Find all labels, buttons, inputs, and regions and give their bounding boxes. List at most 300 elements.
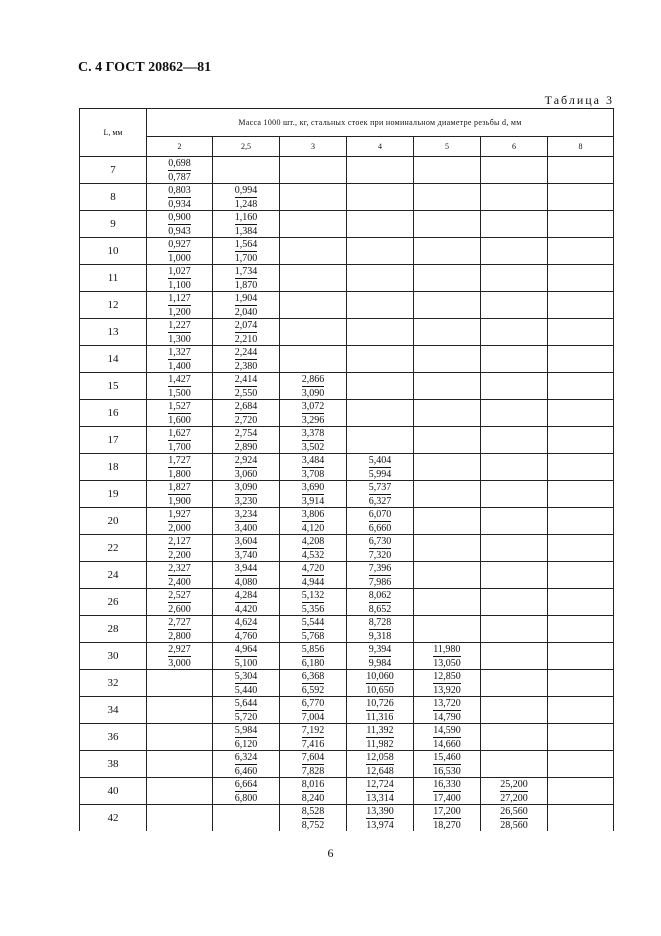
mass-cell — [414, 670, 481, 697]
mass-cell — [213, 265, 280, 292]
length-cell: 40 — [80, 778, 147, 805]
mass-numerator: 2,327 — [168, 562, 191, 574]
mass-denominator: 2,000 — [168, 522, 191, 534]
mass-cell — [481, 400, 548, 427]
length-cell: 19 — [80, 481, 147, 508]
mass-numerator: 17,200 — [433, 805, 461, 817]
table-row — [80, 643, 614, 670]
length-cell: 38 — [80, 751, 147, 778]
mass-numerator: 2,127 — [168, 535, 191, 547]
mass-cell — [481, 427, 548, 454]
mass-cell — [147, 346, 213, 373]
mass-fraction — [302, 617, 325, 642]
mass-cell — [147, 670, 213, 697]
mass-cell — [548, 508, 614, 535]
mass-cell — [280, 751, 347, 778]
mass-cell — [147, 697, 213, 724]
table-row — [80, 562, 614, 589]
mass-cell — [414, 778, 481, 805]
mass-cell — [414, 427, 481, 454]
mass-denominator: 0,934 — [168, 198, 191, 210]
diameter-header: 8 — [548, 137, 614, 157]
mass-cell — [147, 778, 213, 805]
mass-numerator: 8,528 — [301, 805, 325, 817]
mass-fraction — [302, 590, 325, 615]
mass-denominator: 5,356 — [301, 603, 325, 615]
mass-denominator: 6,800 — [234, 792, 258, 804]
mass-numerator: 1,427 — [168, 373, 191, 385]
mass-cell — [481, 643, 548, 670]
mass-cell — [213, 211, 280, 238]
mass-numerator: 5,984 — [234, 724, 258, 736]
mass-cell — [414, 562, 481, 589]
mass-cell — [213, 454, 280, 481]
page-number: 6 — [327, 846, 334, 860]
mass-cell — [280, 373, 347, 400]
mass-denominator: 3,502 — [301, 441, 325, 453]
mass-denominator: 2,200 — [168, 549, 191, 561]
mass-cell — [280, 697, 347, 724]
l-column-header: L, мм — [80, 109, 147, 157]
mass-fraction — [366, 752, 394, 777]
mass-fraction — [302, 806, 325, 831]
mass-cell — [414, 292, 481, 319]
mass-denominator: 2,380 — [234, 360, 258, 372]
mass-numerator: 2,924 — [234, 454, 258, 466]
mass-cell — [213, 562, 280, 589]
mass-cell — [213, 184, 280, 211]
mass-numerator: 12,058 — [366, 751, 394, 763]
table-row — [80, 265, 614, 292]
mass-cell — [213, 616, 280, 643]
mass-numerator: 10,726 — [366, 697, 394, 709]
mass-fraction — [302, 725, 325, 750]
mass-cell — [213, 724, 280, 751]
mass-numerator: 3,090 — [234, 481, 258, 493]
length-cell: 32 — [80, 670, 147, 697]
mass-numerator: 14,590 — [433, 724, 461, 736]
mass-fraction — [366, 806, 394, 831]
mass-cell — [414, 454, 481, 481]
mass-fraction — [433, 671, 461, 696]
mass-numerator: 6,368 — [301, 670, 325, 682]
mass-cell — [414, 211, 481, 238]
mass-denominator: 1,400 — [168, 360, 191, 372]
mass-numerator: 5,404 — [368, 454, 392, 466]
mass-fraction — [168, 563, 191, 588]
length-cell: 34 — [80, 697, 147, 724]
mass-denominator: 9,984 — [368, 657, 392, 669]
mass-denominator: 10,650 — [366, 684, 394, 696]
mass-cell — [280, 589, 347, 616]
table-row — [80, 670, 614, 697]
mass-fraction — [235, 293, 258, 318]
length-cell: 14 — [80, 346, 147, 373]
mass-numerator: 8,728 — [368, 616, 392, 628]
mass-cell — [147, 319, 213, 346]
mass-fraction — [235, 752, 258, 777]
mass-cell — [481, 346, 548, 373]
mass-cell — [481, 157, 548, 184]
mass-fraction — [235, 455, 258, 480]
mass-fraction — [235, 347, 258, 372]
mass-numerator: 4,208 — [301, 535, 325, 547]
mass-fraction — [168, 212, 191, 237]
mass-fraction — [168, 320, 191, 345]
mass-numerator: 8,062 — [368, 589, 392, 601]
mass-cell — [548, 427, 614, 454]
mass-denominator: 6,120 — [234, 738, 258, 750]
mass-numerator: 13,720 — [433, 697, 461, 709]
mass-numerator: 1,827 — [168, 481, 191, 493]
mass-fraction — [235, 590, 258, 615]
mass-cell — [481, 697, 548, 724]
mass-denominator: 2,600 — [168, 603, 191, 615]
table-row — [80, 211, 614, 238]
mass-cell — [481, 805, 548, 832]
mass-fraction — [235, 212, 258, 237]
mass-cell — [147, 454, 213, 481]
mass-cell — [280, 238, 347, 265]
mass-cell — [548, 562, 614, 589]
mass-numerator: 1,927 — [168, 508, 191, 520]
mass-numerator: 1,564 — [234, 238, 258, 250]
mass-cell — [481, 211, 548, 238]
mass-cell — [548, 400, 614, 427]
mass-denominator: 8,752 — [301, 819, 325, 831]
mass-numerator: 4,720 — [301, 562, 325, 574]
mass-fraction — [433, 644, 461, 669]
mass-cell — [347, 778, 414, 805]
mass-numerator: 13,390 — [366, 805, 394, 817]
mass-denominator: 1,700 — [234, 252, 258, 264]
mass-cell — [548, 292, 614, 319]
mass-numerator: 3,484 — [301, 454, 325, 466]
mass-numerator: 1,160 — [234, 211, 258, 223]
mass-denominator: 9,318 — [368, 630, 392, 642]
mass-fraction — [168, 266, 191, 291]
mass-numerator: 7,604 — [301, 751, 325, 763]
table-row — [80, 292, 614, 319]
mass-cell — [347, 373, 414, 400]
mass-cell — [347, 697, 414, 724]
mass-fraction — [302, 644, 325, 669]
mass-cell — [548, 454, 614, 481]
mass-fraction — [366, 779, 394, 804]
mass-cell — [481, 238, 548, 265]
mass-cell — [147, 589, 213, 616]
table-row — [80, 589, 614, 616]
mass-cell — [481, 508, 548, 535]
mass-cell — [548, 211, 614, 238]
mass-cell — [481, 535, 548, 562]
mass-cell — [280, 805, 347, 832]
mass-cell — [213, 346, 280, 373]
mass-denominator: 7,416 — [301, 738, 325, 750]
mass-cell — [347, 589, 414, 616]
length-cell: 11 — [80, 265, 147, 292]
mass-cell — [414, 697, 481, 724]
mass-fraction — [235, 401, 258, 426]
mass-denominator: 1,000 — [168, 252, 191, 264]
mass-denominator: 3,090 — [301, 387, 325, 399]
mass-numerator: 7,192 — [301, 724, 325, 736]
mass-cell — [213, 481, 280, 508]
mass-cell — [213, 670, 280, 697]
mass-numerator: 1,327 — [168, 346, 191, 358]
mass-numerator: 4,624 — [234, 616, 258, 628]
length-cell: 28 — [80, 616, 147, 643]
mass-numerator: 5,132 — [301, 589, 325, 601]
mass-fraction — [168, 644, 191, 669]
mass-cell — [347, 751, 414, 778]
mass-fraction — [433, 752, 461, 777]
mass-denominator: 4,532 — [301, 549, 325, 561]
mass-cell — [414, 805, 481, 832]
mass-numerator: 6,730 — [368, 535, 392, 547]
table-row — [80, 454, 614, 481]
mass-numerator: 2,074 — [234, 319, 258, 331]
length-cell: 16 — [80, 400, 147, 427]
mass-denominator: 1,900 — [168, 495, 191, 507]
mass-denominator: 3,740 — [234, 549, 258, 561]
mass-fraction — [235, 644, 258, 669]
mass-fraction — [369, 509, 392, 534]
mass-fraction — [235, 320, 258, 345]
mass-numerator: 16,330 — [433, 778, 461, 790]
mass-cell — [280, 400, 347, 427]
mass-fraction — [302, 455, 325, 480]
mass-numerator: 2,727 — [168, 616, 191, 628]
table-row — [80, 616, 614, 643]
mass-cell — [213, 157, 280, 184]
mass-numerator: 6,070 — [368, 508, 392, 520]
mass-cell — [213, 373, 280, 400]
mass-cell — [414, 481, 481, 508]
mass-cell — [280, 184, 347, 211]
length-cell: 18 — [80, 454, 147, 481]
mass-cell — [548, 373, 614, 400]
mass-fraction — [369, 455, 392, 480]
mass-cell — [347, 292, 414, 319]
table-row — [80, 508, 614, 535]
mass-cell — [213, 778, 280, 805]
mass-numerator: 3,806 — [301, 508, 325, 520]
mass-fraction — [369, 590, 392, 615]
length-cell: 12 — [80, 292, 147, 319]
mass-fraction — [433, 779, 461, 804]
mass-fraction — [235, 617, 258, 642]
mass-denominator: 2,720 — [234, 414, 258, 426]
mass-fraction — [168, 374, 191, 399]
mass-cell — [414, 184, 481, 211]
mass-denominator: 14,790 — [433, 711, 461, 723]
mass-fraction — [302, 401, 325, 426]
mass-cell — [280, 454, 347, 481]
mass-cell — [414, 373, 481, 400]
mass-cell — [147, 616, 213, 643]
mass-denominator: 5,100 — [234, 657, 258, 669]
mass-cell — [548, 751, 614, 778]
mass-cell — [414, 319, 481, 346]
mass-denominator: 5,720 — [234, 711, 258, 723]
mass-denominator: 3,230 — [234, 495, 258, 507]
mass-cell — [414, 508, 481, 535]
mass-fraction — [235, 185, 258, 210]
length-cell: 20 — [80, 508, 147, 535]
mass-numerator: 6,324 — [234, 751, 258, 763]
mass-denominator: 4,120 — [301, 522, 325, 534]
mass-fraction — [302, 563, 325, 588]
table-row — [80, 751, 614, 778]
mass-cell — [147, 265, 213, 292]
length-cell: 30 — [80, 643, 147, 670]
mass-numerator: 3,072 — [301, 400, 325, 412]
mass-denominator: 7,828 — [301, 765, 325, 777]
mass-cell — [147, 643, 213, 670]
mass-fraction — [168, 401, 191, 426]
mass-fraction — [302, 779, 325, 804]
mass-numerator: 10,060 — [366, 670, 394, 682]
mass-denominator: 3,914 — [301, 495, 325, 507]
length-cell: 42 — [80, 805, 147, 832]
mass-fraction — [369, 482, 392, 507]
mass-denominator: 7,986 — [368, 576, 392, 588]
mass-numerator: 2,866 — [301, 373, 325, 385]
mass-fraction — [168, 347, 191, 372]
mass-denominator: 3,000 — [168, 657, 191, 669]
mass-cell — [414, 535, 481, 562]
mass-denominator: 6,592 — [301, 684, 325, 696]
mass-fraction — [500, 779, 528, 804]
table-row — [80, 481, 614, 508]
mass-cell — [414, 751, 481, 778]
mass-cell — [213, 427, 280, 454]
mass-cell — [280, 643, 347, 670]
mass-cell — [280, 319, 347, 346]
length-cell: 36 — [80, 724, 147, 751]
mass-numerator: 0,927 — [168, 238, 191, 250]
mass-cell — [280, 427, 347, 454]
mass-cell — [280, 670, 347, 697]
mass-fraction — [235, 266, 258, 291]
mass-numerator: 2,754 — [234, 427, 258, 439]
mass-cell — [548, 589, 614, 616]
mass-table — [79, 108, 614, 831]
mass-fraction — [168, 185, 191, 210]
mass-numerator: 2,684 — [234, 400, 258, 412]
mass-cell — [280, 481, 347, 508]
mass-denominator: 3,708 — [301, 468, 325, 480]
mass-cell — [414, 724, 481, 751]
mass-numerator: 2,244 — [234, 346, 258, 358]
mass-denominator: 28,560 — [500, 819, 528, 831]
mass-denominator: 18,270 — [433, 819, 461, 831]
mass-cell — [147, 157, 213, 184]
mass-cell — [280, 508, 347, 535]
mass-cell — [414, 157, 481, 184]
mass-cell — [481, 616, 548, 643]
mass-denominator: 1,300 — [168, 333, 191, 345]
mass-cell — [213, 751, 280, 778]
mass-fraction — [168, 239, 191, 264]
mass-cell — [414, 346, 481, 373]
mass-cell — [347, 211, 414, 238]
mass-fraction — [302, 374, 325, 399]
mass-cell — [147, 724, 213, 751]
table-row — [80, 535, 614, 562]
diameter-header: 3 — [280, 137, 347, 157]
mass-fraction — [168, 482, 191, 507]
mass-denominator: 1,700 — [168, 441, 191, 453]
mass-cell — [548, 616, 614, 643]
mass-numerator: 9,394 — [368, 643, 392, 655]
mass-numerator: 2,414 — [234, 373, 258, 385]
mass-cell — [548, 157, 614, 184]
mass-cell — [213, 535, 280, 562]
mass-cell — [147, 184, 213, 211]
mass-numerator: 1,727 — [168, 454, 191, 466]
mass-numerator: 25,200 — [500, 778, 528, 790]
mass-denominator: 13,050 — [433, 657, 461, 669]
mass-denominator: 7,320 — [368, 549, 392, 561]
mass-numerator: 4,284 — [234, 589, 258, 601]
mass-numerator: 11,980 — [433, 643, 461, 655]
mass-denominator: 5,440 — [234, 684, 258, 696]
mass-numerator: 3,690 — [301, 481, 325, 493]
mass-fraction — [235, 536, 258, 561]
mass-cell — [481, 751, 548, 778]
mass-fraction — [366, 698, 394, 723]
mass-cell — [481, 670, 548, 697]
mass-cell — [347, 670, 414, 697]
table-row — [80, 805, 614, 832]
mass-numerator: 15,460 — [433, 751, 461, 763]
mass-denominator: 5,994 — [368, 468, 392, 480]
mass-numerator: 26,560 — [500, 805, 528, 817]
mass-fraction — [168, 617, 191, 642]
mass-numerator: 1,627 — [168, 427, 191, 439]
mass-denominator: 2,400 — [168, 576, 191, 588]
mass-cell — [347, 724, 414, 751]
mass-cell — [147, 292, 213, 319]
mass-fraction — [235, 239, 258, 264]
mass-cell — [280, 778, 347, 805]
mass-cell — [147, 805, 213, 832]
mass-cell — [147, 211, 213, 238]
mass-denominator: 6,660 — [368, 522, 392, 534]
mass-denominator: 12,648 — [366, 765, 394, 777]
length-cell: 7 — [80, 157, 147, 184]
mass-cell — [280, 157, 347, 184]
mass-fraction — [235, 671, 258, 696]
mass-denominator: 0,943 — [168, 225, 191, 237]
mass-denominator: 0,787 — [168, 171, 191, 183]
mass-cell — [548, 778, 614, 805]
mass-numerator: 12,724 — [366, 778, 394, 790]
diameter-header: 5 — [414, 137, 481, 157]
mass-denominator: 2,800 — [168, 630, 191, 642]
mass-numerator: 5,644 — [234, 697, 258, 709]
mass-fraction — [433, 725, 461, 750]
document-header: С. 4 ГОСТ 20862—81 — [78, 60, 212, 75]
mass-cell — [147, 373, 213, 400]
mass-cell — [414, 589, 481, 616]
mass-denominator: 5,768 — [301, 630, 325, 642]
table-row — [80, 346, 614, 373]
mass-cell — [280, 616, 347, 643]
mass-cell — [280, 724, 347, 751]
